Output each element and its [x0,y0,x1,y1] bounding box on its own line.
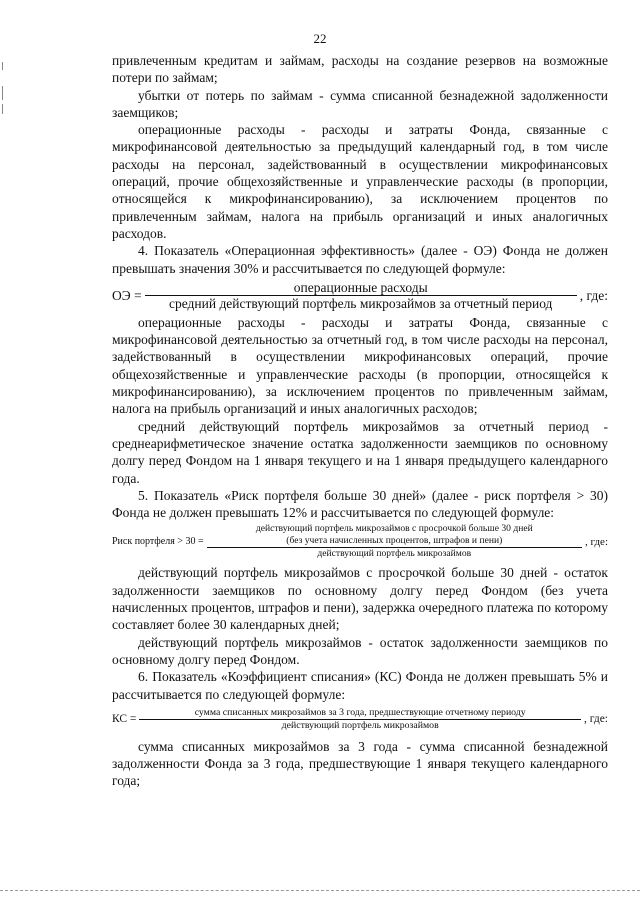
document-body [112,52,608,790]
page-number: 22 [313,31,327,46]
formula-denominator: средний действующий портфель микрозаймов за отчетный период [168,295,553,311]
paragraph: действующий портфель микрозаймов - остаток задолженности заемщиков по основному долгу перед Фондом. [112,634,608,667]
formula-operational-efficiency [112,280,608,311]
formula-fraction [145,280,577,311]
scan-margin-mark [2,86,3,100]
paragraph: операционные расходы - расходы и затраты Фонда, связанные с микрофинансовой деятельностью за отчетный год, в том числе расходы на персонал, задействованный в осуществлении микрофинансовых операций, прочие общехозяйственные и управленческие расходы (в пропорции, относящейся к микрофинансированию), за исключением процентов по привлеченным займам, налога на прибыль организаций и иных аналогичных расходов; [112,314,608,417]
paragraph: убытки от потерь по займам - сумма списанной безнадежной задолженности заемщиков; [112,87,608,120]
formula-lhs: ОЭ = [112,287,142,303]
formula-numerator: сумма списанных микрозаймов за 3 года, предшествующие отчетному периоду [194,706,526,718]
scan-margin-mark [2,104,3,114]
formula-numerator: операционные расходы [293,279,428,295]
paragraph: 4. Показатель «Операционная эффективность» (далее - ОЭ) Фонда не должен превышать значения 30% и рассчитывается по следующей формуле: [112,243,608,276]
formula-fraction [139,707,581,732]
formula-denominator: действующий портфель микрозаймов [317,548,472,560]
formula-suffix: , где: [583,713,608,726]
formula-lhs: КС = [112,713,137,726]
formula-numerator-line1: действующий портфель микрозаймов с просрочкой больше 30 дней [255,523,533,535]
formula-write-off-ratio [112,707,608,732]
formula-suffix: , где: [585,535,608,548]
formula-lhs: Риск портфеля > 30 = [112,535,204,547]
formula-portfolio-risk [112,523,608,560]
paragraph: 5. Показатель «Риск портфеля больше 30 дней» (далее - риск портфеля > 30) Фонда не должен превышать 12% и рассчитывается по следующей формуле: [112,487,608,521]
formula-numerator-line2: (без учета начисленных процентов, штрафов и пени) [286,535,503,547]
scan-edge-line [0,890,640,895]
paragraph: операционные расходы - расходы и затраты Фонда, связанные с микрофинансовой деятельностью за предыдущий календарный год, в том числе расходы на персонал, задействованный в осуществлении микрофинансовых операций, прочие общехозяйственные и управленческие расходы (в пропорции, относящейся к микрофинансированию), за исключением процентов по привлеченным займам, налога на прибыль организаций и иных аналогичных расходов. [112,122,608,241]
scan-margin-mark [2,62,3,70]
formula-fraction [207,523,582,560]
formula-denominator: действующий портфель микрозаймов [281,719,439,731]
paragraph: средний действующий портфель микрозаймов за отчетный период - среднеарифметическое значение остатка задолженности заемщиков по основному долгу перед Фондом на 1 января текущего и на 1 января предыдущего календарного года. [112,418,608,486]
paragraph: 6. Показатель «Коэффициент списания» (КС) Фонда не должен превышать 5% и рассчитывается по следующей формуле: [112,669,608,702]
paragraph: сумма списанных микрозаймов за 3 года - сумма списанной безнадежной задолженности Фонда за 3 года, предшествующие 1 января текущего календарного года; [112,738,608,789]
formula-suffix: , где: [579,287,608,303]
paragraph: действующий портфель микрозаймов с просрочкой больше 30 дней - остаток задолженности заемщиков по основному долгу перед Фондом (без учета начисленных процентов, штрафов и пени), задержка очередного платежа по которому составляет более 30 календарных дней; [112,565,608,633]
paragraph: привлеченным кредитам и займам, расходы на создание резервов на возможные потери по займам; [112,53,608,86]
